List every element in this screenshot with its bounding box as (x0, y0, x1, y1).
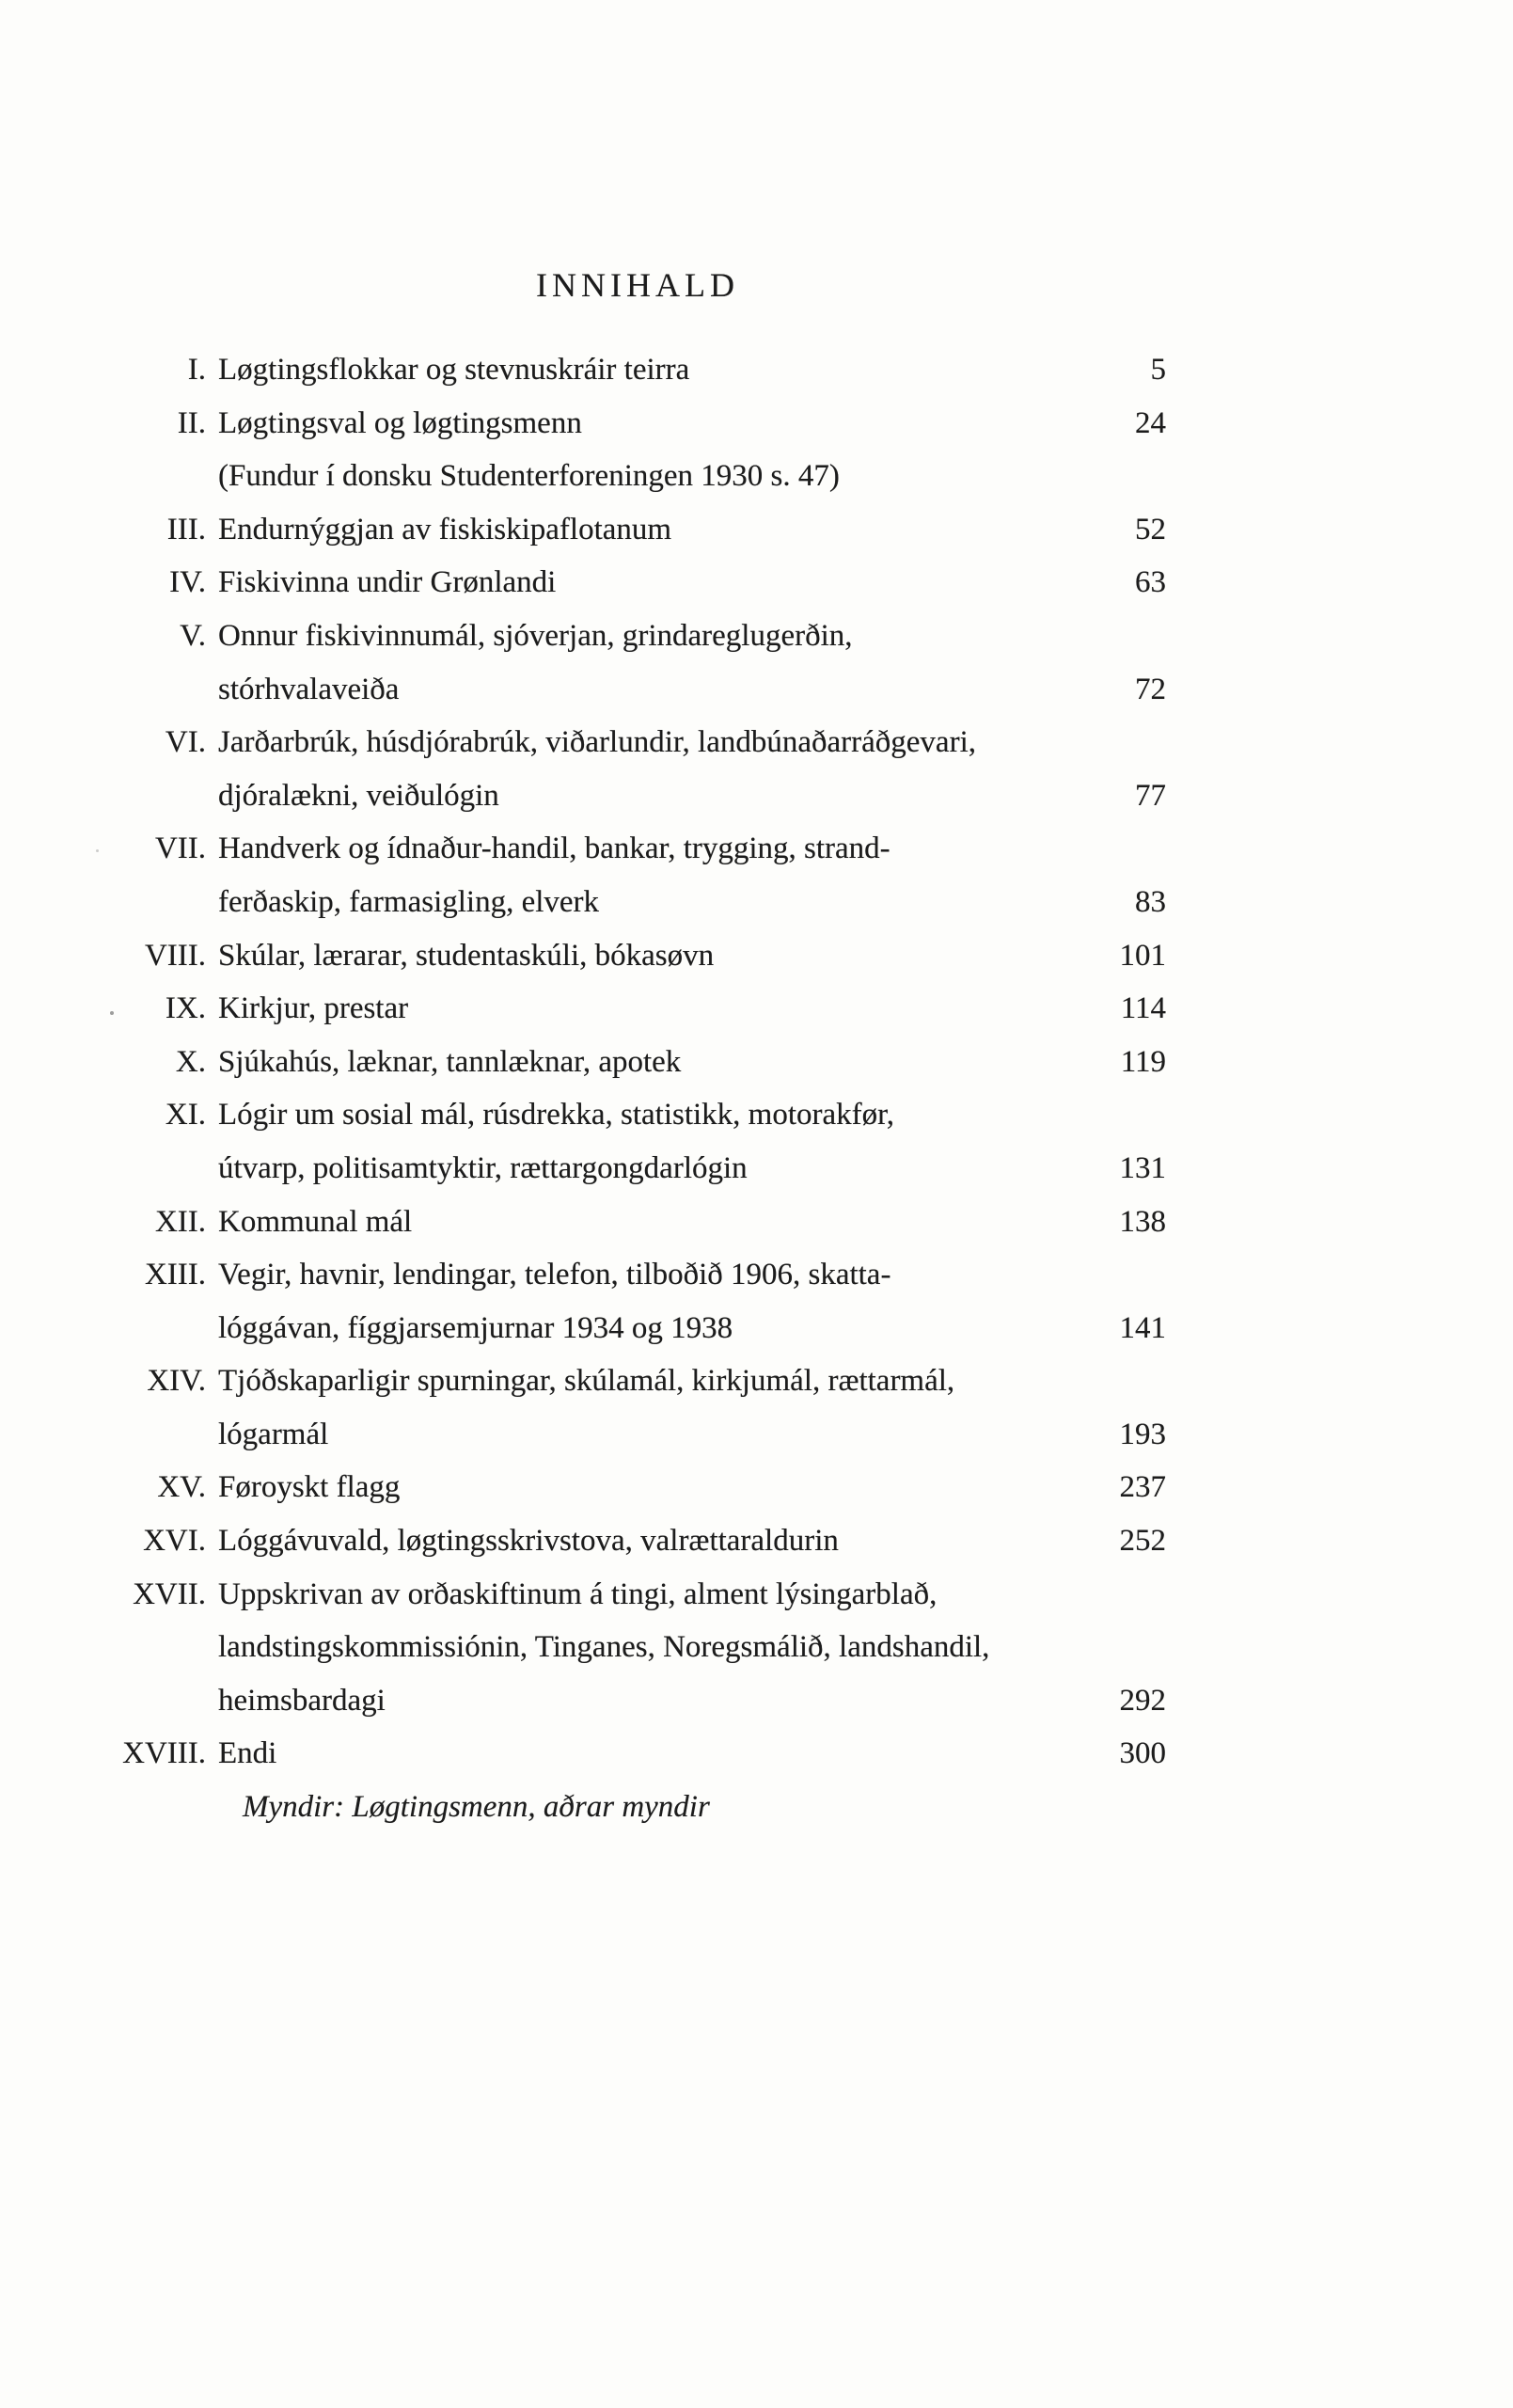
toc-entry-numeral (113, 769, 218, 823)
toc-entry-text: Endurnýggjan av fiskiskipaflotanum (218, 512, 672, 547)
toc-entry-text: lóggávan, fíggjarsemjurnar 1934 og 1938 (218, 1310, 733, 1345)
toc-entry-text: Uppskrivan av orðaskiftinum á tingi, alment lýsingarblað, (218, 1576, 938, 1611)
toc-entry-text: Handverk og ídnaður-handil, bankar, trygging, strand- (218, 832, 890, 866)
toc-entry (113, 1781, 1185, 1834)
toc-entry (113, 1302, 1185, 1355)
toc-entry-page (1119, 1354, 1185, 1408)
toc-entry (113, 1036, 1185, 1089)
toc-entry (113, 1354, 1185, 1408)
toc-entry (113, 982, 1185, 1036)
toc-entry-numeral: XII. (154, 1204, 206, 1239)
toc-entry (113, 769, 1185, 823)
toc-entry-text: Tjóðskaparligir spurningar, skúlamál, kirkjumál, rættarmál, (218, 1364, 955, 1399)
toc-entry-text: Lóggávuvald, løgtingsskrivstova, valrættaraldurin (218, 1524, 839, 1559)
toc-entry-text: Føroyskt flagg (218, 1470, 401, 1505)
toc-entry-page: 24 (1135, 405, 1166, 440)
toc-entry-numeral: XVIII. (122, 1736, 206, 1771)
toc-entry-page: 292 (1119, 1683, 1166, 1718)
toc-entry-numeral: X. (175, 1044, 206, 1079)
toc-entry-page: 52 (1135, 512, 1166, 547)
toc-entry-page (1119, 716, 1185, 769)
toc-entry-numeral: IV. (169, 565, 206, 600)
toc-entry-text: Sjúkahús, læknar, tannlæknar, apotek (218, 1044, 682, 1079)
toc-entry-numeral: VIII. (144, 938, 206, 973)
toc-entry-page: 237 (1119, 1470, 1166, 1505)
toc-entry (113, 1408, 1185, 1462)
toc-entry-text: stórhvalaveiða (218, 672, 400, 706)
toc-entry (113, 450, 1185, 503)
toc-entry (113, 1196, 1185, 1249)
toc-entry-text: lógarmál (218, 1417, 329, 1451)
toc-entry-numeral (113, 1302, 218, 1355)
toc-entry-page: 72 (1135, 672, 1166, 706)
toc-entry-numeral: VII. (154, 832, 206, 866)
toc-entry (113, 1248, 1185, 1302)
toc-entry-page (1119, 1781, 1185, 1834)
toc-entry-numeral: III. (166, 512, 206, 547)
toc-entry-text: landstingskommissiónin, Tinganes, Noregsmálið, landshandil, (218, 1630, 990, 1665)
toc-entry-page: 83 (1135, 884, 1166, 919)
toc-entry-text: Løgtingsflokkar og stevnuskráir teirra (218, 353, 690, 387)
toc-entry-page (1119, 1568, 1185, 1622)
toc-entry (113, 1088, 1185, 1142)
toc-entry-text: Myndir: Løgtingsmenn, aðrar myndir (243, 1790, 710, 1825)
toc-entry-numeral (113, 1781, 218, 1834)
toc-entry-page (1119, 1248, 1185, 1302)
toc-entry-text: Lógir um sosial mál, rúsdrekka, statistikk, motorakfør, (218, 1098, 895, 1133)
toc-entry-page: 63 (1135, 565, 1166, 600)
toc-entry-text: ferðaskip, farmasigling, elverk (218, 884, 600, 919)
toc-entry-text: Skúlar, lærarar, studentaskúli, bókasøvn (218, 938, 715, 973)
toc-entry-numeral (113, 1621, 218, 1674)
toc-entry (113, 663, 1185, 717)
toc-entry (113, 929, 1185, 983)
toc-entry-text: Jarðarbrúk, húsdjórabrúk, viðarlundir, landbúnaðarráðgevari, (218, 725, 976, 760)
toc-entry-numeral: I. (187, 353, 206, 387)
toc-entry-numeral: XVII. (133, 1576, 206, 1611)
toc-entry-numeral (113, 1408, 218, 1462)
toc-entry-numeral (113, 1674, 218, 1728)
toc-entry (113, 1568, 1185, 1622)
toc-entry-page: 138 (1119, 1204, 1166, 1239)
scan-speck (96, 849, 99, 852)
scan-speck (110, 1011, 114, 1015)
toc-entry-page: 5 (1150, 353, 1166, 387)
contents-title: INNIHALD (536, 266, 739, 304)
toc-entry-page: 114 (1120, 991, 1166, 1026)
toc-entry-numeral: V. (180, 618, 206, 653)
toc-entry-numeral (113, 450, 218, 503)
toc-entry-page (1119, 1621, 1185, 1674)
toc-entry-text: (Fundur í donsku Studenterforeningen 1930 s. 47) (218, 459, 840, 494)
toc-entry-numeral (113, 1142, 218, 1196)
toc-entry (113, 1461, 1185, 1514)
toc-entry (113, 503, 1185, 557)
toc-entry (113, 343, 1185, 397)
toc-entry-text: útvarp, politisamtyktir, rættargongdarlógin (218, 1150, 748, 1185)
toc-entry-numeral: XI. (165, 1098, 206, 1133)
toc-entry (113, 716, 1185, 769)
toc-entry-numeral: XV. (157, 1470, 206, 1505)
toc-entry (113, 1621, 1185, 1674)
toc-entry-page: 141 (1119, 1310, 1166, 1345)
toc-entry (113, 1142, 1185, 1196)
toc-entry-text: Endi (218, 1736, 277, 1771)
toc-entry-page: 131 (1119, 1150, 1166, 1185)
toc-entry (113, 397, 1185, 451)
toc-entry (113, 1514, 1185, 1568)
toc-entry-numeral (113, 663, 218, 717)
toc-entry (113, 1674, 1185, 1728)
toc-entry-numeral: IX. (165, 991, 206, 1026)
toc-entry-page (1119, 610, 1185, 663)
toc-entry-text: Kommunal mál (218, 1204, 413, 1239)
toc-entry (113, 556, 1185, 610)
toc-entry-page (1119, 450, 1185, 503)
toc-entry-text: Kirkjur, prestar (218, 991, 409, 1026)
toc-entry-numeral: XIII. (144, 1258, 206, 1292)
toc-entry-numeral (113, 876, 218, 929)
toc-entry-page: 252 (1119, 1524, 1166, 1559)
toc-entry-page (1119, 1088, 1185, 1142)
toc-entry-text: heimsbardagi (218, 1683, 386, 1718)
toc-entry-text: djóralækni, veiðulógin (218, 778, 499, 813)
toc-entry-page: 101 (1119, 938, 1166, 973)
toc-entry (113, 1727, 1185, 1781)
toc-list (113, 343, 1185, 1834)
toc-entry-text: Løgtingsval og løgtingsmenn (218, 405, 582, 440)
toc-entry-page: 193 (1119, 1417, 1166, 1451)
toc-entry-numeral: XVI. (143, 1524, 206, 1559)
toc-entry-text: Onnur fiskivinnumál, sjóverjan, grindareglugerðin, (218, 618, 853, 653)
toc-entry-page: 119 (1120, 1044, 1166, 1079)
toc-entry-numeral: II. (177, 405, 206, 440)
toc-entry-page: 300 (1119, 1736, 1166, 1771)
toc-entry (113, 610, 1185, 663)
toc-entry-numeral: VI. (165, 725, 206, 760)
toc-entry-page: 77 (1135, 778, 1166, 813)
toc-entry-page (1119, 822, 1185, 876)
toc-entry-numeral: XIV. (147, 1364, 206, 1399)
toc-entry (113, 876, 1185, 929)
toc-entry-text: Vegir, havnir, lendingar, telefon, tilboðið 1906, skatta- (218, 1258, 891, 1292)
toc-entry-text: Fiskivinna undir Grønlandi (218, 565, 557, 600)
toc-entry (113, 822, 1185, 876)
